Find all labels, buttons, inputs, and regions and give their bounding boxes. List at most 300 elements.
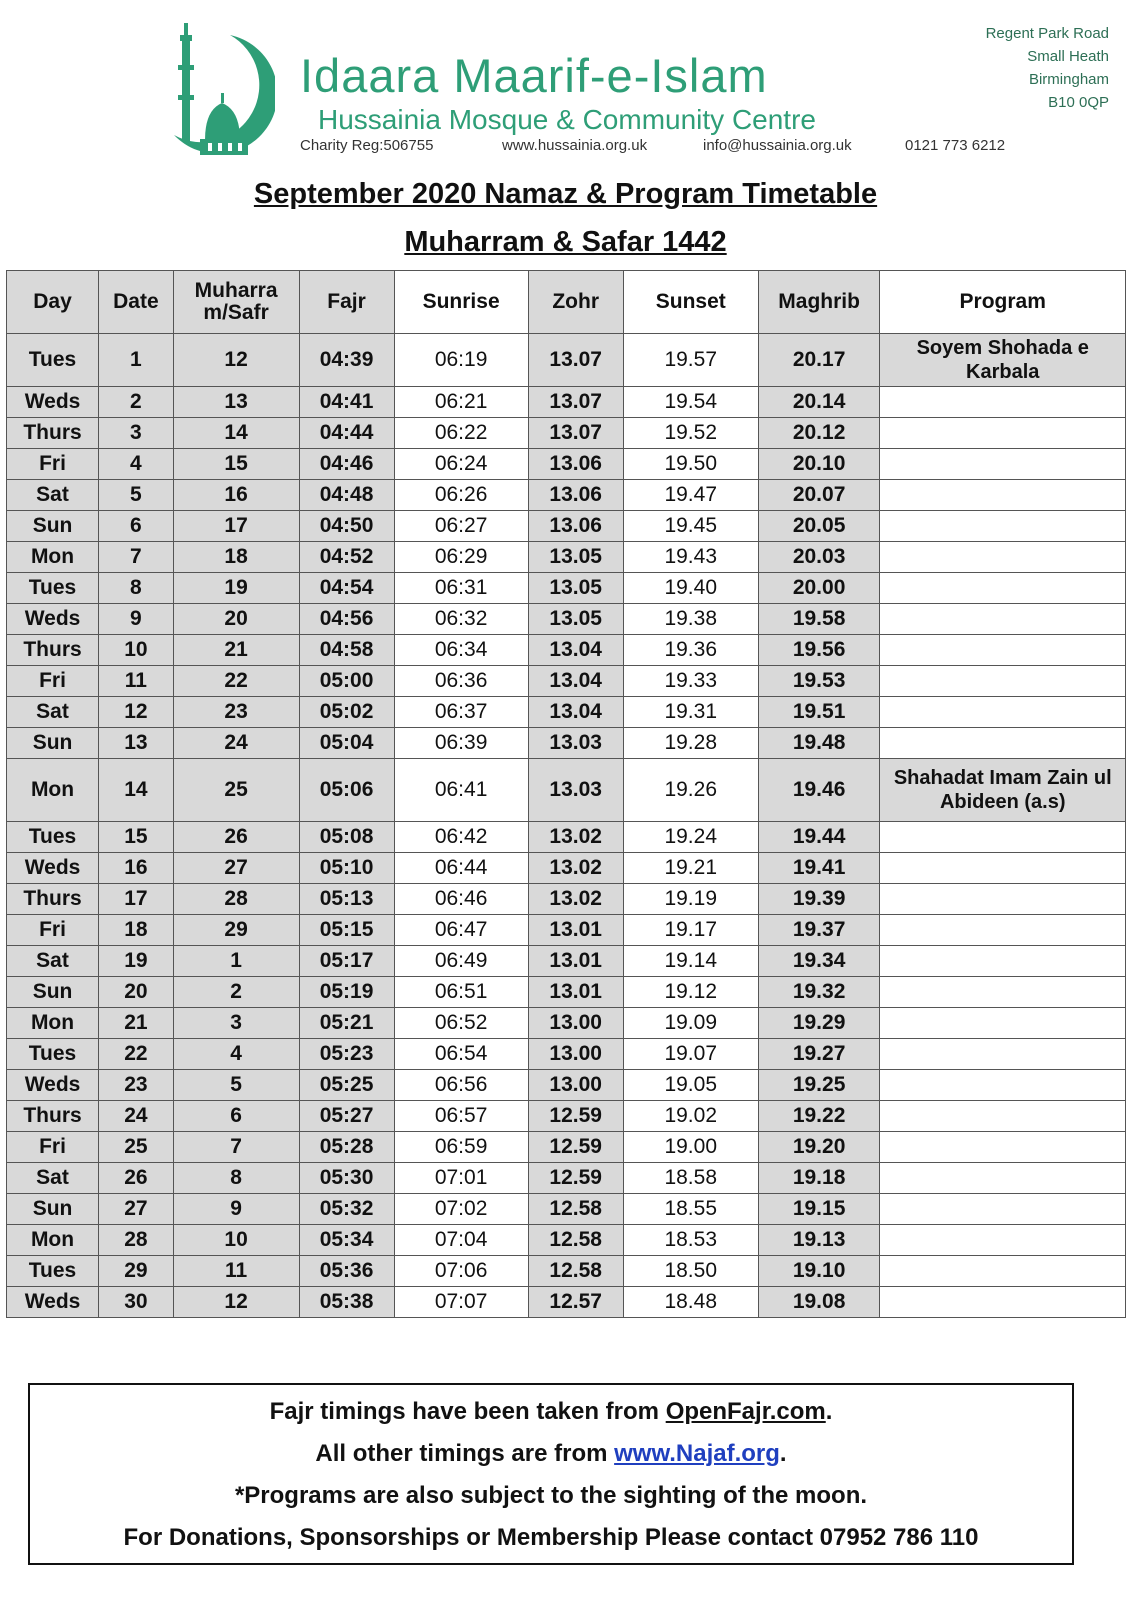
cell-date: 5 [99,480,174,511]
table-row [7,480,1126,511]
cell-sunrise: 06:26 [394,480,528,511]
cell-date: 6 [99,511,174,542]
cell-sunrise: 06:27 [394,511,528,542]
cell-hijri: 7 [173,1132,299,1163]
cell-sunrise: 06:46 [394,884,528,915]
cell-hijri: 18 [173,542,299,573]
cell-maghrib: 19.37 [758,915,880,946]
cell-sunrise: 06:52 [394,1008,528,1039]
cell-maghrib: 19.46 [758,759,880,822]
cell-program [880,635,1126,666]
cell-fajr: 05:06 [299,759,394,822]
cell-fajr: 05:04 [299,728,394,759]
cell-fajr: 04:48 [299,480,394,511]
cell-maghrib: 19.13 [758,1225,880,1256]
table-row [7,449,1126,480]
cell-hijri: 14 [173,418,299,449]
cell-sunset: 18.50 [623,1256,758,1287]
cell-date: 15 [99,822,174,853]
cell-maghrib: 19.25 [758,1070,880,1101]
table-row [7,573,1126,604]
cell-maghrib: 19.15 [758,1194,880,1225]
cell-maghrib: 19.22 [758,1101,880,1132]
cell-sunrise: 06:21 [394,387,528,418]
cell-fajr: 04:52 [299,542,394,573]
cell-fajr: 05:13 [299,884,394,915]
cell-zohr: 13.04 [528,666,623,697]
table-row [7,1287,1126,1318]
cell-zohr: 12.58 [528,1225,623,1256]
table-row [7,542,1126,573]
cell-sunrise: 06:47 [394,915,528,946]
address-block [986,22,1109,114]
cell-day: Weds [7,853,99,884]
cell-date: 8 [99,573,174,604]
cell-hijri: 13 [173,387,299,418]
table-row [7,977,1126,1008]
cell-hijri: 17 [173,511,299,542]
cell-sunrise: 06:24 [394,449,528,480]
email-link[interactable]: info@hussainia.org.uk [703,137,852,154]
cell-hijri: 22 [173,666,299,697]
cell-maghrib: 19.39 [758,884,880,915]
cell-date: 9 [99,604,174,635]
cell-maghrib: 20.12 [758,418,880,449]
table-row [7,1256,1126,1287]
cell-day: Thurs [7,884,99,915]
cell-sunrise: 06:59 [394,1132,528,1163]
cell-fajr: 04:39 [299,334,394,387]
cell-date: 11 [99,666,174,697]
cell-zohr: 13.07 [528,334,623,387]
address-line: B10 0QP [1048,94,1109,111]
cell-date: 27 [99,1194,174,1225]
cell-hijri: 8 [173,1163,299,1194]
cell-maghrib: 19.41 [758,853,880,884]
cell-sunrise: 07:06 [394,1256,528,1287]
cell-day: Sat [7,480,99,511]
cell-sunset: 19.28 [623,728,758,759]
cell-date: 4 [99,449,174,480]
table-row [7,418,1126,449]
cell-sunrise: 06:19 [394,334,528,387]
cell-date: 23 [99,1070,174,1101]
cell-day: Weds [7,387,99,418]
cell-sunset: 19.52 [623,418,758,449]
cell-fajr: 05:08 [299,822,394,853]
cell-maghrib: 20.10 [758,449,880,480]
cell-program [880,418,1126,449]
cell-maghrib: 19.48 [758,728,880,759]
cell-day: Thurs [7,1101,99,1132]
cell-program [880,915,1126,946]
cell-hijri: 24 [173,728,299,759]
cell-fajr: 04:46 [299,449,394,480]
cell-program [880,1132,1126,1163]
cell-zohr: 13.04 [528,697,623,728]
cell-program [880,542,1126,573]
cell-zohr: 13.05 [528,573,623,604]
cell-maghrib: 19.18 [758,1163,880,1194]
cell-zohr: 13.01 [528,915,623,946]
cell-sunset: 19.14 [623,946,758,977]
table-row [7,915,1126,946]
cell-zohr: 12.59 [528,1163,623,1194]
cell-sunset: 19.07 [623,1039,758,1070]
cell-maghrib: 20.05 [758,511,880,542]
najaf-link[interactable]: www.Najaf.org [614,1440,780,1467]
cell-day: Thurs [7,418,99,449]
cell-day: Sun [7,1194,99,1225]
cell-date: 1 [99,334,174,387]
cell-program [880,1008,1126,1039]
cell-maghrib: 19.20 [758,1132,880,1163]
table-row [7,759,1126,822]
note-line [30,1433,1072,1475]
cell-fajr: 05:34 [299,1225,394,1256]
cell-zohr: 13.06 [528,449,623,480]
table-row [7,853,1126,884]
table-row [7,1070,1126,1101]
cell-program [880,884,1126,915]
cell-sunrise: 06:37 [394,697,528,728]
timetable [6,270,1126,1318]
cell-day: Mon [7,759,99,822]
cell-program: Soyem Shohada e Karbala [880,334,1126,387]
cell-day: Mon [7,1225,99,1256]
cell-program [880,853,1126,884]
cell-hijri: 21 [173,635,299,666]
cell-program [880,1256,1126,1287]
cell-maghrib: 19.27 [758,1039,880,1070]
table-row [7,1039,1126,1070]
cell-sunrise: 06:57 [394,1101,528,1132]
page-header [0,0,1131,170]
org-subtitle: Hussainia Mosque & Community Centre [318,104,816,135]
cell-fajr: 05:02 [299,697,394,728]
cell-date: 14 [99,759,174,822]
cell-date: 30 [99,1287,174,1318]
cell-hijri: 10 [173,1225,299,1256]
cell-fajr: 05:21 [299,1008,394,1039]
cell-day: Sat [7,946,99,977]
cell-sunrise: 06:44 [394,853,528,884]
cell-maghrib: 19.29 [758,1008,880,1039]
cell-program [880,449,1126,480]
cell-day: Sun [7,728,99,759]
cell-program [880,977,1126,1008]
cell-day: Tues [7,1039,99,1070]
cell-sunset: 18.53 [623,1225,758,1256]
cell-zohr: 12.58 [528,1194,623,1225]
cell-fajr: 04:54 [299,573,394,604]
cell-date: 29 [99,1256,174,1287]
cell-sunset: 19.45 [623,511,758,542]
cell-hijri: 28 [173,884,299,915]
cell-date: 7 [99,542,174,573]
cell-hijri: 11 [173,1256,299,1287]
cell-day: Fri [7,915,99,946]
cell-hijri: 2 [173,977,299,1008]
table-row [7,822,1126,853]
cell-maghrib: 20.03 [758,542,880,573]
note-line: *Programs are also subject to the sighting of the moon. [234,1482,868,1509]
cell-sunrise: 06:29 [394,542,528,573]
column-header-sunset: Sunset [623,271,758,334]
cell-day: Thurs [7,635,99,666]
note-line: For Donations, Sponsorships or Membership Please contact 07952 786 110 [123,1524,979,1551]
cell-date: 28 [99,1225,174,1256]
cell-maghrib: 19.44 [758,822,880,853]
cell-day: Sun [7,511,99,542]
table-row [7,1225,1126,1256]
cell-sunset: 19.36 [623,635,758,666]
cell-fajr: 05:19 [299,977,394,1008]
cell-program [880,822,1126,853]
cell-day: Fri [7,666,99,697]
cell-fajr: 05:25 [299,1070,394,1101]
note-text: All other timings are from [315,1440,615,1467]
column-header-date: Date [99,271,174,334]
cell-fajr: 05:23 [299,1039,394,1070]
cell-maghrib: 20.07 [758,480,880,511]
table-row [7,1008,1126,1039]
cell-program [880,604,1126,635]
cell-date: 19 [99,946,174,977]
cell-fajr: 05:17 [299,946,394,977]
cell-date: 17 [99,884,174,915]
cell-date: 13 [99,728,174,759]
cell-sunset: 19.40 [623,573,758,604]
cell-sunrise: 06:22 [394,418,528,449]
cell-zohr: 13.03 [528,728,623,759]
column-header-hijri: Muharra m/Safr [173,271,299,334]
cell-day: Sat [7,1163,99,1194]
cell-zohr: 13.06 [528,480,623,511]
cell-sunset: 19.17 [623,915,758,946]
cell-zohr: 13.06 [528,511,623,542]
cell-day: Mon [7,1008,99,1039]
cell-fajr: 05:30 [299,1163,394,1194]
cell-fajr: 05:32 [299,1194,394,1225]
cell-hijri: 15 [173,449,299,480]
cell-date: 10 [99,635,174,666]
table-row [7,728,1126,759]
cell-sunrise: 07:02 [394,1194,528,1225]
cell-date: 20 [99,977,174,1008]
cell-zohr: 12.59 [528,1132,623,1163]
cell-sunset: 19.26 [623,759,758,822]
cell-fajr: 05:10 [299,853,394,884]
cell-hijri: 4 [173,1039,299,1070]
cell-program [880,1163,1126,1194]
cell-date: 3 [99,418,174,449]
cell-program [880,1039,1126,1070]
table-row [7,697,1126,728]
cell-hijri: 16 [173,480,299,511]
cell-fajr: 04:41 [299,387,394,418]
cell-day: Fri [7,449,99,480]
cell-fajr: 05:27 [299,1101,394,1132]
cell-hijri: 29 [173,915,299,946]
cell-day: Tues [7,334,99,387]
cell-day: Mon [7,542,99,573]
cell-sunset: 19.12 [623,977,758,1008]
cell-sunrise: 07:07 [394,1287,528,1318]
cell-sunset: 19.47 [623,480,758,511]
cell-program [880,480,1126,511]
cell-maghrib: 20.00 [758,573,880,604]
cell-hijri: 6 [173,1101,299,1132]
cell-hijri: 3 [173,1008,299,1039]
table-row [7,387,1126,418]
cell-zohr: 13.07 [528,418,623,449]
address-line: Birmingham [1028,71,1109,88]
cell-fajr: 04:44 [299,418,394,449]
cell-hijri: 27 [173,853,299,884]
table-header-row [7,271,1126,334]
cell-zohr: 13.03 [528,759,623,822]
cell-hijri: 25 [173,759,299,822]
cell-sunset: 19.31 [623,697,758,728]
cell-fajr: 05:28 [299,1132,394,1163]
cell-sunrise: 06:39 [394,728,528,759]
cell-day: Tues [7,573,99,604]
cell-sunset: 19.24 [623,822,758,853]
cell-hijri: 26 [173,822,299,853]
cell-maghrib: 19.56 [758,635,880,666]
mosque-minaret-crescent-icon [160,15,275,165]
cell-date: 12 [99,697,174,728]
cell-fajr: 05:00 [299,666,394,697]
cell-program [880,1101,1126,1132]
cell-sunset: 19.19 [623,884,758,915]
column-header-zohr: Zohr [528,271,623,334]
cell-day: Weds [7,1070,99,1101]
cell-maghrib: 20.17 [758,334,880,387]
cell-maghrib: 20.14 [758,387,880,418]
cell-sunset: 19.38 [623,604,758,635]
cell-fajr: 04:50 [299,511,394,542]
note-text: Fajr timings have been taken from [269,1398,666,1425]
cell-program [880,728,1126,759]
cell-zohr: 13.00 [528,1039,623,1070]
cell-sunrise: 06:32 [394,604,528,635]
table-row [7,666,1126,697]
page-title: September 2020 Namaz & Program Timetable [253,178,878,210]
phone-number: 0121 773 6212 [905,137,1006,154]
cell-zohr: 13.01 [528,946,623,977]
cell-zohr: 12.57 [528,1287,623,1318]
cell-zohr: 13.04 [528,635,623,666]
cell-day: Tues [7,1256,99,1287]
cell-maghrib: 19.34 [758,946,880,977]
note-text: . [779,1440,787,1467]
cell-sunset: 18.48 [623,1287,758,1318]
column-header-day: Day [7,271,99,334]
cell-sunrise: 06:56 [394,1070,528,1101]
cell-zohr: 12.58 [528,1256,623,1287]
org-name: Idaara Maarif-e-Islam [300,49,768,102]
cell-sunrise: 06:36 [394,666,528,697]
cell-program [880,666,1126,697]
table-row [7,1194,1126,1225]
address-line: Regent Park Road [985,25,1109,42]
cell-sunset: 18.55 [623,1194,758,1225]
cell-program [880,573,1126,604]
table-row [7,946,1126,977]
cell-sunset: 19.21 [623,853,758,884]
cell-hijri: 5 [173,1070,299,1101]
table-row [7,1163,1126,1194]
cell-program [880,387,1126,418]
cell-sunrise: 06:54 [394,1039,528,1070]
note-text: . [825,1398,833,1425]
cell-hijri: 12 [173,1287,299,1318]
cell-program [880,946,1126,977]
cell-day: Sun [7,977,99,1008]
table-row [7,334,1126,387]
cell-day: Tues [7,822,99,853]
cell-date: 18 [99,915,174,946]
cell-sunset: 19.00 [623,1132,758,1163]
cell-sunrise: 07:04 [394,1225,528,1256]
cell-zohr: 13.05 [528,542,623,573]
cell-hijri: 19 [173,573,299,604]
cell-day: Sat [7,697,99,728]
charity-reg: Charity Reg:506755 [300,137,434,154]
cell-sunset: 19.33 [623,666,758,697]
page-subtitle: Muharram & Safar 1442 [404,226,727,258]
column-header-fajr: Fajr [299,271,394,334]
cell-date: 16 [99,853,174,884]
cell-zohr: 13.05 [528,604,623,635]
table-row [7,1132,1126,1163]
cell-zohr: 13.00 [528,1008,623,1039]
cell-fajr: 04:58 [299,635,394,666]
cell-sunset: 19.43 [623,542,758,573]
cell-date: 21 [99,1008,174,1039]
table-row [7,884,1126,915]
cell-date: 25 [99,1132,174,1163]
cell-zohr: 13.01 [528,977,623,1008]
cell-day: Weds [7,604,99,635]
cell-sunset: 19.57 [623,334,758,387]
cell-fajr: 05:36 [299,1256,394,1287]
table-row [7,604,1126,635]
cell-maghrib: 19.32 [758,977,880,1008]
cell-maghrib: 19.58 [758,604,880,635]
cell-day: Weds [7,1287,99,1318]
openfajr-link[interactable]: OpenFajr.com [665,1398,826,1425]
cell-program [880,1287,1126,1318]
cell-sunset: 19.02 [623,1101,758,1132]
cell-date: 24 [99,1101,174,1132]
cell-maghrib: 19.51 [758,697,880,728]
cell-zohr: 13.02 [528,822,623,853]
cell-day: Fri [7,1132,99,1163]
cell-sunrise: 06:41 [394,759,528,822]
cell-date: 22 [99,1039,174,1070]
cell-hijri: 20 [173,604,299,635]
column-header-sunrise: Sunrise [394,271,528,334]
cell-hijri: 23 [173,697,299,728]
cell-hijri: 12 [173,334,299,387]
website-link[interactable]: www.hussainia.org.uk [502,137,648,154]
cell-zohr: 13.02 [528,884,623,915]
cell-sunset: 19.09 [623,1008,758,1039]
cell-zohr: 13.00 [528,1070,623,1101]
